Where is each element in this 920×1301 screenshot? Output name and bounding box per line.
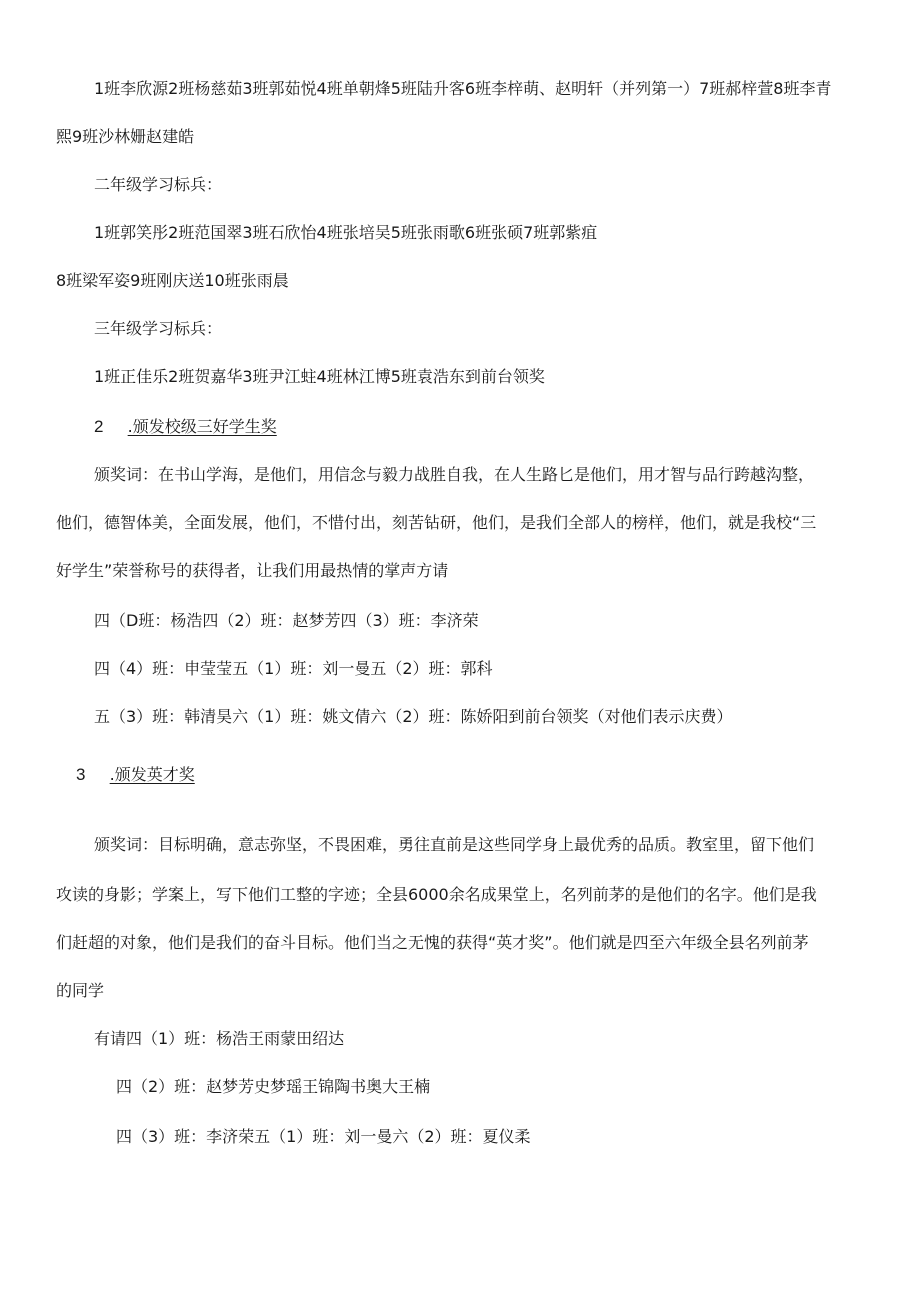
grade2-names-line1: 1班郭笑彤2班范国翠3班石欣怡4班张培吴5班张雨歌6班张硕7班郭紫疽 <box>94 223 598 242</box>
section3-heading <box>76 764 195 786</box>
section2-title: .颁发校级三好学生奖 <box>127 417 277 436</box>
section2-speech-line3: 好学生”荣誉称号的获得者，让我们用最热情的掌声方请 <box>56 561 449 580</box>
section3-invite-line2: 四（2）班：赵梦芳史梦瑶王锦陶书奥大王楠 <box>116 1077 431 1096</box>
section3-number: 3 <box>76 765 86 784</box>
grade1-names-line1: 1班李欣源2班杨慈茹3班郭茹悦4班单朝烽5班陆升客6班李梓萌、赵明轩（并列第一）7班郝梓萱8班李青 <box>94 79 832 98</box>
section2-names-line3: 五（3）班：韩清昊六（1）班：姚文倩六（2）班：陈娇阳到前台领奖（对他们表示庆费） <box>94 707 733 726</box>
section3-speech-line4: 的同学 <box>56 981 105 1000</box>
section3-speech-line2: 攻读的身影；学案上，写下他们工整的字迹；全县6000余名成果堂上，名列前茅的是他们的名字。他们是我 <box>56 885 817 904</box>
section3-speech-line3: 们赶超的对象，他们是我们的奋斗目标。他们当之无愧的获得“英才奖”。他们就是四至六年级全县名列前茅 <box>56 933 809 952</box>
section2-names-line2: 四（4）班：申莹莹五（1）班：刘一曼五（2）班：郭科 <box>94 659 493 678</box>
section3-invite-line3: 四（3）班：李济荣五（1）班：刘一曼六（2）班：夏仪柔 <box>116 1127 531 1146</box>
section2-speech-line1: 颁奖词：在书山学海，是他们，用信念与毅力战胜自我，在人生路匕是他们，用才智与品行跨越沟整， <box>94 465 815 484</box>
section2-speech-line2: 他们，德智体美，全面发展，他们，不惜付出，刻苦钻研，他们，是我们全部人的榜样，他们，就是我校“三 <box>56 513 817 532</box>
section2-heading <box>94 416 277 438</box>
grade2-heading: 二年级学习标兵： <box>94 175 223 194</box>
grade1-names-line2: 熙9班沙林姗赵建皓 <box>56 127 195 146</box>
section2-names-line1: 四（D班：杨浩四（2）班：赵梦芳四（3）班：李济荣 <box>94 611 479 630</box>
grade2-names-line2: 8班梁军姿9班刚庆送10班张雨晨 <box>56 271 289 290</box>
section2-number: 2 <box>94 417 104 436</box>
section3-speech-line1: 颁奖词：目标明确，意志弥坚，不畏困难，勇往直前是这些同学身上最优秀的品质。教室里，留下他们 <box>94 835 815 854</box>
grade3-names-line1: 1班正佳乐2班贺嘉华3班尹江蛀4班林江博5班袁浩东到前台领奖 <box>94 367 545 386</box>
section3-title: .颁发英才奖 <box>109 765 195 784</box>
section3-invite-line1: 有请四（1）班：杨浩王雨蒙田绍达 <box>94 1029 345 1048</box>
grade3-heading: 三年级学习标兵： <box>94 319 223 338</box>
